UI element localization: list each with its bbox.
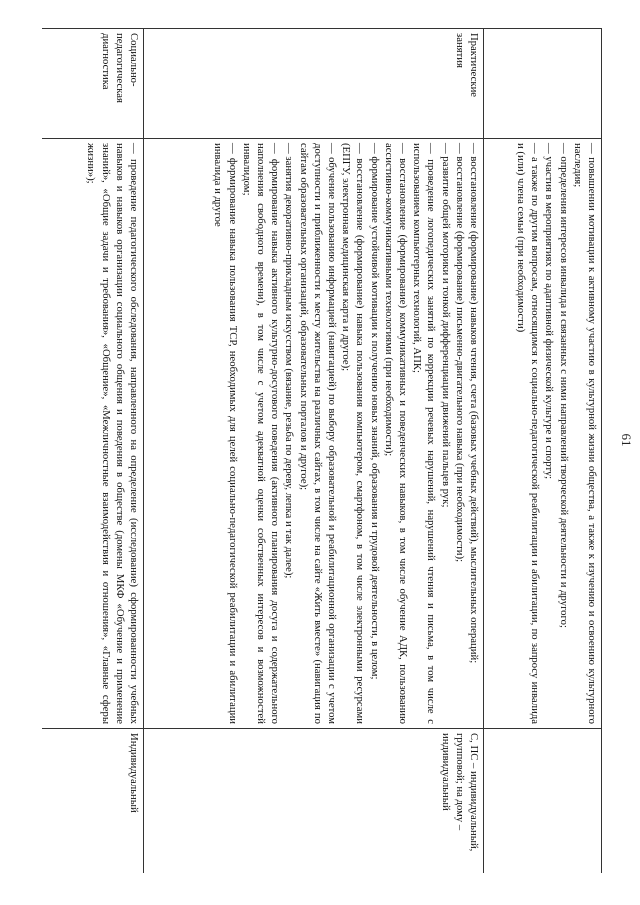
dash-marker: — <box>586 143 598 158</box>
dash-marker: — <box>425 143 438 160</box>
list-item <box>240 143 283 724</box>
list-item <box>556 143 570 724</box>
dash-marker: — <box>543 143 556 157</box>
list-item <box>453 143 467 724</box>
table-body <box>42 29 602 874</box>
list-item <box>282 143 296 724</box>
list-item <box>514 143 542 724</box>
page-number: 61 <box>619 433 634 447</box>
list-item <box>467 143 481 724</box>
list-item <box>339 143 367 724</box>
dash-marker: — <box>283 143 296 157</box>
list-item-text: восстановление (формирование) навыка пользования компьютером, смартфоном, в том числе электронными ресурсами (ЕПГУ, электронная медицинская карта и другое); <box>340 143 367 725</box>
rehabilitation-table <box>42 28 602 873</box>
dash-marker: — <box>468 143 480 157</box>
list-item-text: занятия декоративно-прикладным искусством (вязание, резьба по дереву, лепка и так далее); <box>283 156 296 579</box>
table-row <box>484 29 602 874</box>
list-item <box>382 143 410 724</box>
list-item-text: восстановление (формирование) коммуникативных и поведенческих навыков, в том числе обучение АДК, пользованию ассистивно-коммуникативными технологиями (при необходимости); <box>382 143 409 725</box>
rotated-page-area <box>42 28 602 873</box>
activity-cell <box>484 29 602 139</box>
list-item <box>438 143 452 724</box>
list-item-text: развитие общей моторики и тонкой дифференциации движений пальцев рук; <box>439 156 452 508</box>
list-item <box>571 143 599 724</box>
content-cell <box>484 139 602 729</box>
activity-cell: Практические занятия <box>144 29 484 139</box>
dash-marker: — <box>354 143 367 159</box>
dash-marker: — <box>557 143 570 157</box>
dash-marker: — <box>396 143 409 159</box>
format-cell <box>484 729 602 874</box>
rotated-table-canvas <box>42 28 602 873</box>
list-item-text: проведение педагогического обследования, направленного на определение (исследование) сформированности учебных навыков и навыков организации социального общения и поведения в обществе (домены МКФ «Обучение и применение знаний», «Общие задачи и требования», «Общение», «Межличностные взаимодействия и отношения», «Главные сферы жизни»); <box>85 143 140 724</box>
list-item-text: а также по другим вопросам, относящимся к социально-педагогической реабилитации и абилитации, по запросу инвалида и (или) члена семьи (при необходимости) <box>514 143 542 724</box>
format-cell: С, ПС – индивидуальный, групповой; на дому – индивидуальный <box>144 729 484 874</box>
dash-marker: — <box>529 143 542 157</box>
list-item-text: формирование навыка пользования ТСР, необходимых для целей социально-педагогической реабилитации и абилитации инвалида и другое <box>212 143 239 725</box>
list-item-text: восстановление (формирование) письменно-двигательного навыка (при необходимости); <box>453 156 466 563</box>
activity-cell: Социально-педагогическая диагностика <box>42 29 144 139</box>
list-item <box>296 143 339 724</box>
list-item-text: проведение логопедических занятий по коррекции речевых нарушений, нарушений чтения и письма, в том числе с использованием компьютерных технологий, АПК; <box>411 143 438 724</box>
dash-marker: — <box>269 143 282 159</box>
list-item-text: обучение пользованию информацией (навигацией) по выбору образовательной и реабилитационной организации с учетом доступности и приближенности к месту жительства на различных сайтах, в том числе на сайте «Жить вместе» (навигация по сайтам образовательных организаций, образовательных порталов и другое); <box>297 143 338 725</box>
list-item <box>542 143 556 724</box>
content-cell <box>42 139 144 729</box>
dash-marker: — <box>226 143 239 158</box>
table-row <box>144 29 484 874</box>
dash-marker: — <box>439 143 452 157</box>
list-item <box>410 143 438 724</box>
list-item <box>84 143 141 724</box>
list-item-text: формирование навыка активного культурно-досугового поведения (активного планирования досуга и содержательного наполнения свободного времени), в том числе с учетом адекватной оценки собственных интересов и возможностей инвалидом; <box>240 143 282 725</box>
content-cell <box>144 139 484 729</box>
dash-marker: — <box>368 143 381 157</box>
list-item-text: повышении мотивации к активному участию в культурной жизни общества, а также к изучению и освоению культурного наследия; <box>571 143 598 725</box>
list-item-text: восстановление (формирование) навыков чтения, счета (базовых учебных действий), мыслительных операций; <box>468 156 480 664</box>
list-item-text: формирование устойчивой мотивации к получению новых знаний, образования и трудовой деятельности, в целом; <box>368 156 381 680</box>
list-item-text: участия в мероприятиях по адаптивной физической культуре и спорту; <box>543 156 556 480</box>
table-row <box>42 29 144 874</box>
dash-marker: — <box>325 143 338 158</box>
dash-marker: — <box>453 143 466 157</box>
list-item <box>367 143 381 724</box>
format-cell: Индивидуальный <box>42 729 144 874</box>
list-item-text: определения интересов инвалида и связанных с ними направлений творческой деятельности и другого; <box>557 156 570 628</box>
dash-marker: — <box>128 143 140 159</box>
list-item <box>211 143 239 724</box>
